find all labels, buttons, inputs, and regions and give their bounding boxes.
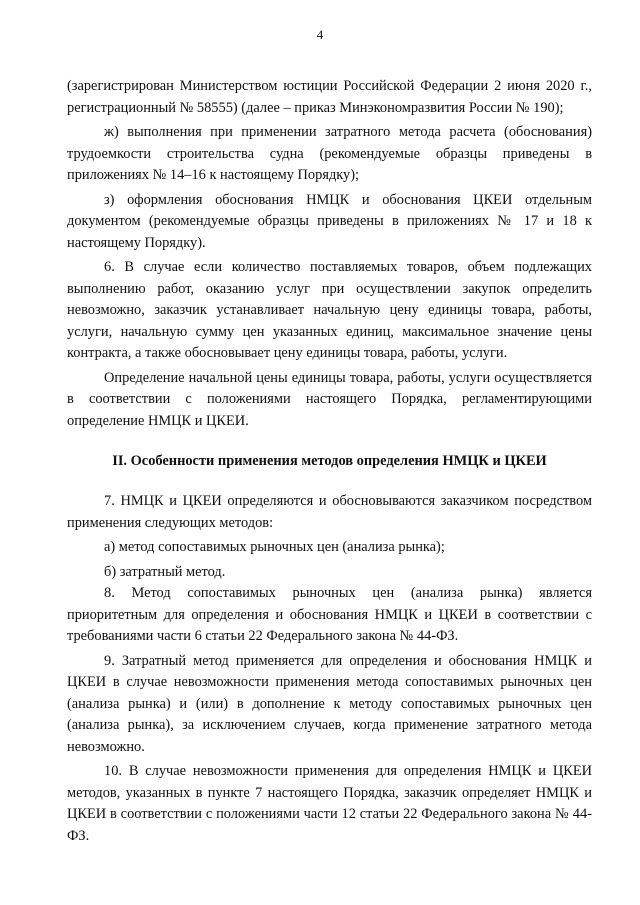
paragraph-continuation: (зарегистрирован Министерством юстиции Российской Федерации 2 июня 2020 г., регистрационный № 58555) (далее – приказ Минэкономразвития России № 190); [67, 78, 592, 116]
body-text-bottom [67, 491, 592, 847]
body-text-top [67, 76, 592, 432]
paragraph-item-zh: ж) выполнения при применении затратного метода расчета (обоснования) трудоемкости строительства судна (рекомендуемые образцы приведены в приложениях № 14–16 к настоящему Порядку); [67, 124, 592, 183]
paragraph-10: 10. В случае невозможности применения для определения НМЦК и ЦКЕИ методов, указанных в пункте 7 настоящего Порядка, заказчик определяет НМЦК и ЦКЕИ в соответствии с положениями части 12 статьи 22 Федерального закона № 44-ФЗ. [67, 763, 592, 844]
paragraph-7-item-a: а) метод сопоставимых рыночных цен (анализа рынка); [104, 539, 445, 555]
paragraph-8: 8. Метод сопоставимых рыночных цен (анализа рынка) является приоритетным для определения и обоснования НМЦК и ЦКЕИ в соответствии с требованиями части 6 статьи 22 Федерального закона № 44-ФЗ. [67, 585, 592, 644]
paragraph-item-z: з) оформления обоснования НМЦК и обоснования ЦКЕИ отдельным документом (рекомендуемые образцы приведены в приложениях № 17 и 18 к настоящему Порядку). [67, 191, 592, 251]
paragraph-6-continued: Определение начальной цены единицы товара, работы, услуги осуществляется в соответствии с положениями настоящего Порядка, регламентирующими определение НМЦК и ЦКЕИ. [67, 369, 592, 429]
section-heading: II. Особенности применения методов определения НМЦК и ЦКЕИ [112, 453, 547, 469]
paragraph-7: 7. НМЦК и ЦКЕИ определяются и обосновываются заказчиком посредством применения следующих методов: [67, 493, 592, 531]
paragraph-7-item-b: б) затратный метод. [104, 563, 226, 580]
page-number: 4 [316, 27, 324, 42]
paragraph-6: 6. В случае если количество поставляемых товаров, объем подлежащих выполнению работ, оказанию услуг при осуществлении закупок определить невозможно, заказчик устанавливает начальную цену единицы товара, работы, услуги, начальную сумму цен указанных единиц, максимальное значение цены контракта, а также обосновывает цену единицы товара, работы, услуги. [67, 259, 592, 361]
paragraph-9: 9. Затратный метод применяется для определения и обоснования НМЦК и ЦКЕИ в случае невозможности применения метода сопоставимых рыночных цен (анализа рынка) и (или) в дополнение к методу сопоставимых рыночных цен (анализа рынка), за исключением случаев, когда применение затратного метода невозможно. [67, 652, 592, 755]
